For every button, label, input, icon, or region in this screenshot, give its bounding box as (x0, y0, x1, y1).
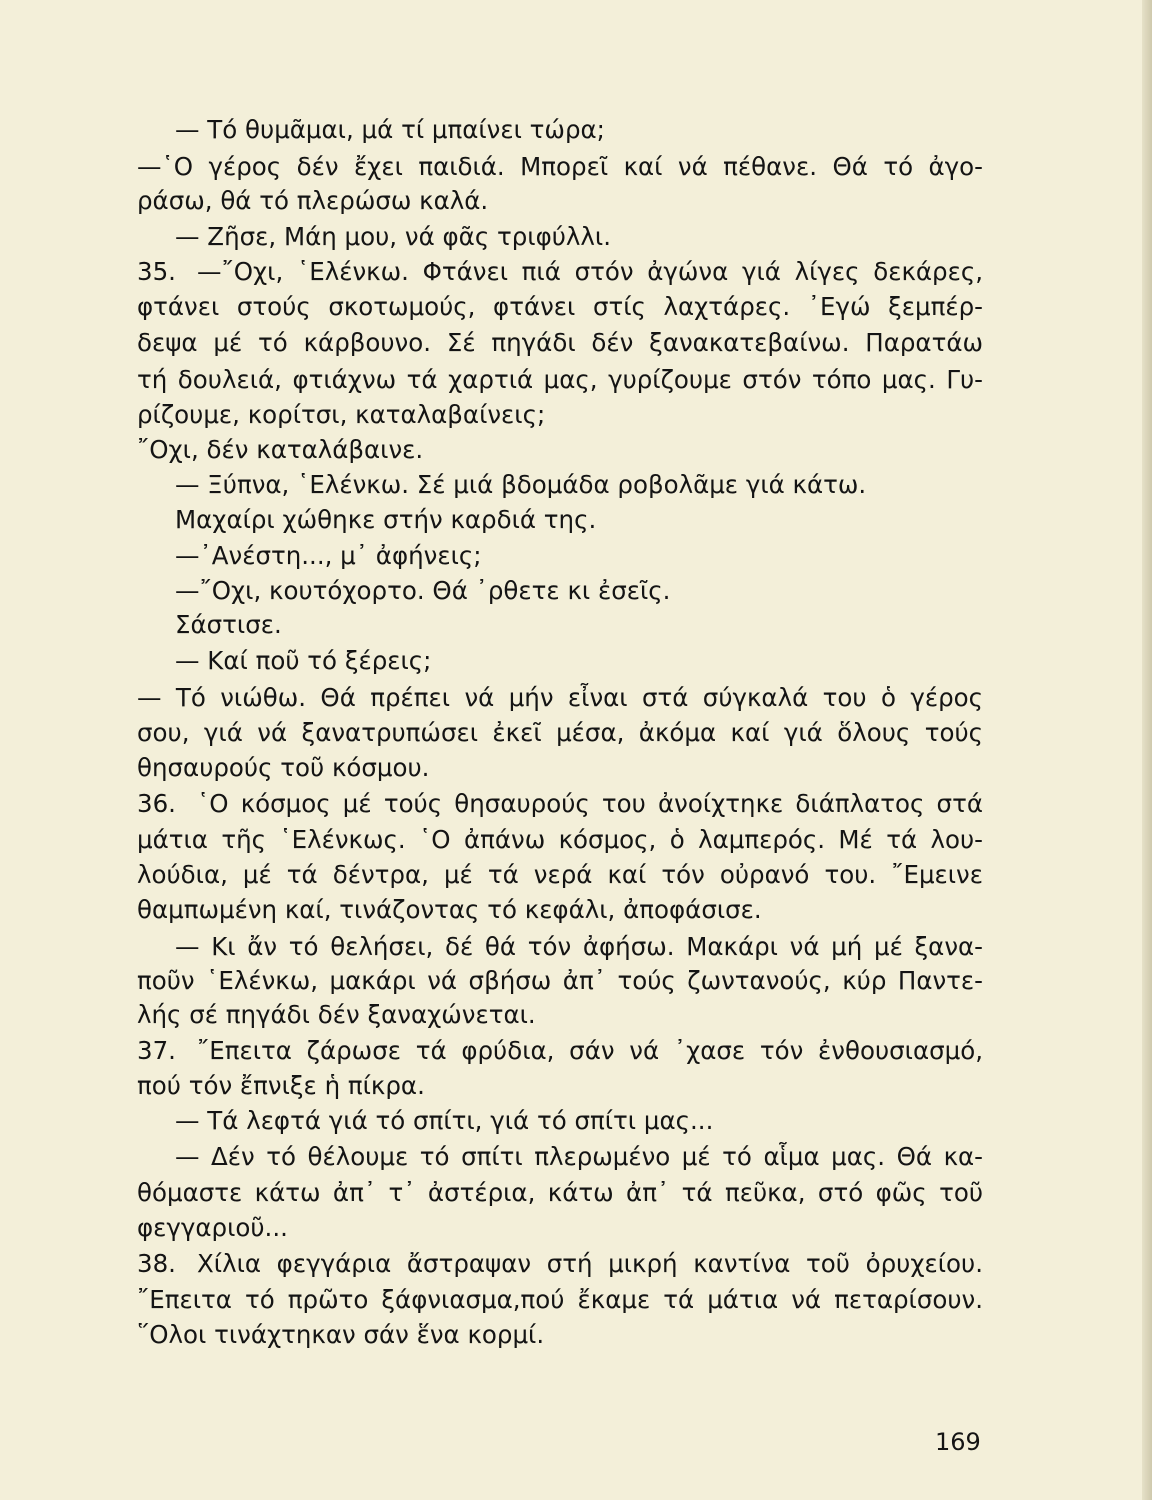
text-line: λής σέ πηγάδι δέν ξαναχώνεται. (137, 1000, 536, 1029)
text-line: λούδια, μέ τά δέντρα, μέ τά νερά καί τόν οὐρανό του. ῎Εμεινε (137, 860, 983, 889)
text-line: — Ξύπνα, ῾Ελένκω. Σέ μιά βδομάδα ροβολᾶμε γιά κάτω. (175, 470, 867, 499)
text-line: θαμπωμένη καί, τινάζοντας τό κεφάλι, ἀποφάσισε. (137, 895, 762, 924)
text-line: Μαχαίρι χώθηκε στήν καρδιά της. (175, 505, 597, 534)
text-line: μάτια τῆς ῾Ελένκως. ῾Ο ἀπάνω κόσμος, ὁ λαμπερός. Μέ τά λου- (137, 825, 983, 854)
paragraph-35-first-line (137, 257, 983, 287)
text-segment: Χίλια φεγγάρια ἄστραψαν στή μικρή καντίνα τοῦ ὀρυχείου. (197, 1249, 983, 1278)
paragraph-number: 37. (137, 1036, 176, 1065)
text-line: — Τό θυμᾶμαι, μά τί μπαίνει τώρα; (175, 115, 605, 144)
text-line: ῎Επειτα τό πρῶτο ξάφνιασμα,πού ἔκαμε τά μάτια νά πεταρίσουν. (137, 1285, 983, 1314)
text-line: σου, γιά νά ξανατρυπώσει ἐκεῖ μέσα, ἀκόμα καί γιά ὅλους τούς (137, 718, 983, 747)
text-line: θόμαστε κάτω ἀπ᾿ τ᾿ ἀστέρια, κάτω ἀπ᾿ τά πεῦκα, στό φῶς τοῦ (137, 1178, 983, 1207)
text-segment: ῎Επειτα ζάρωσε τά φρύδια, σάν νά ᾿χασε τόν ἐνθουσιασμό, (197, 1036, 983, 1065)
text-line: τή δουλειά, φτιάχνω τά χαρτιά μας, γυρίζουμε στόν τόπο μας. Γυ- (137, 365, 983, 394)
paragraph-36-first-line (137, 789, 983, 819)
text-segment: ῾Ο κόσμος μέ τούς θησαυρούς του ἀνοίχτηκε διάπλατος στά (197, 789, 983, 818)
text-line: — Δέν τό θέλουμε τό σπίτι πλερωμένο μέ τό αἷμα μας. Θά κα- (175, 1142, 983, 1171)
paragraph-37-first-line (137, 1036, 983, 1066)
text-line: — Ζῆσε, Μάη μου, νά φᾶς τριφύλλι. (175, 222, 611, 251)
text-line: θησαυρούς τοῦ κόσμου. (137, 753, 430, 782)
page-number: 169 (935, 1428, 981, 1456)
text-line: ῎Οχι, δέν καταλάβαινε. (137, 435, 424, 464)
text-line: ράσω, θά τό πλερώσω καλά. (137, 186, 489, 215)
text-line: ῞Ολοι τινάχτηκαν σάν ἕνα κορμί. (137, 1320, 545, 1349)
text-line: — Κι ἄν τό θελήσει, δέ θά τόν ἀφήσω. Μακάρι νά μή μέ ξανα- (175, 932, 983, 961)
text-line: φτάνει στούς σκοτωμούς, φτάνει στίς λαχτάρες. ᾿Εγώ ξεμπέρ- (137, 292, 983, 321)
text-line: ρίζουμε, κορίτσι, καταλαβαίνεις; (137, 400, 546, 429)
text-line: ποῦν ῾Ελένκω, μακάρι νά σβήσω ἀπ᾿ τούς ζωντανούς, κύρ Παντε- (137, 966, 983, 995)
paragraph-number: 36. (137, 789, 176, 818)
text-line: πού τόν ἔπνιξε ἡ πίκρα. (137, 1071, 425, 1100)
text-line: — Τό νιώθω. Θά πρέπει νά μήν εἶναι στά σύγκαλά του ὁ γέρος (137, 683, 983, 712)
text-line: —῎Οχι, κουτόχορτο. Θά ᾿ρθετε κι ἐσεῖς. (175, 576, 671, 605)
text-line: δεψα μέ τό κάρβουνο. Σέ πηγάδι δέν ξανακατεβαίνω. Παρατάω (137, 328, 983, 357)
text-line: — Τά λεφτά γιά τό σπίτι, γιά τό σπίτι μας... (175, 1106, 714, 1135)
text-line: φεγγαριοῦ... (137, 1213, 288, 1242)
paragraph-38-first-line (137, 1249, 983, 1279)
text-segment: —῎Οχι, ῾Ελένκω. Φτάνει πιά στόν ἀγώνα γιά λίγες δεκάρες, (197, 257, 983, 286)
text-line: Σάστισε. (175, 610, 282, 639)
text-line: —᾿Ανέστη..., μ᾿ ἀφήνεις; (175, 541, 482, 570)
paragraph-number: 38. (137, 1249, 176, 1278)
page-edge (1142, 0, 1152, 1500)
paragraph-number: 35. (137, 257, 176, 286)
text-line: —῾Ο γέρος δέν ἔχει παιδιά. Μπορεῖ καί νά πέθανε. Θά τό ἀγο- (137, 152, 983, 181)
text-line: — Καί ποῦ τό ξέρεις; (175, 646, 432, 675)
